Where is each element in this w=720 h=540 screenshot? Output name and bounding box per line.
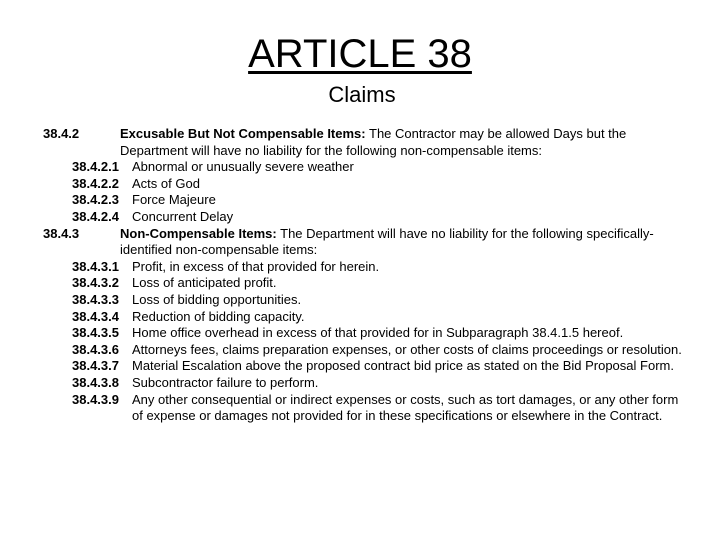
item-text: Concurrent Delay (132, 208, 234, 224)
item-number: 38.4.3.4 (72, 308, 119, 324)
list-item (0, 392, 720, 425)
item-number: 38.4.2.1 (72, 159, 119, 175)
list-item (0, 275, 720, 292)
item-number: 38.4.3.1 (72, 258, 119, 274)
item-text: Any other consequential or indirect expenses or costs, such as tort damages, or any other form of expense or damages not provided for in these specifications or elsewhere in the Contract. (132, 391, 679, 424)
section-text: The Department will have no liability for the following specifically-identified non-compensable items: (120, 225, 654, 258)
list-item (0, 309, 720, 326)
item-text: Material Escalation above the proposed contract bid price as stated on the Bid Proposal Form. (132, 358, 674, 374)
item-number: 38.4.2.4 (72, 208, 119, 224)
list-item (0, 192, 720, 209)
item-number: 38.4.3.6 (72, 341, 119, 357)
section-38-4-3 (0, 226, 720, 259)
item-number: 38.4.3.5 (72, 325, 119, 341)
page-title: ARTICLE 38 (248, 32, 472, 76)
list-item (0, 159, 720, 176)
item-number: 38.4.3.7 (72, 358, 119, 374)
page-subtitle: Claims (328, 82, 396, 107)
list-item (0, 176, 720, 193)
list-item (0, 209, 720, 226)
item-text: Force Majeure (132, 192, 216, 208)
section-heading: Non-Compensable Items: (120, 225, 277, 241)
item-number: 38.4.2.3 (72, 192, 119, 208)
section-heading: Excusable But Not Compensable Items: (120, 126, 366, 141)
section-number: 38.4.3 (43, 225, 80, 241)
item-text: Attorneys fees, claims preparation expenses, or other costs of claims proceedings or resolution. (132, 341, 682, 357)
list-item (0, 325, 720, 342)
item-number: 38.4.3.2 (72, 275, 119, 291)
section-number: 38.4.2 (43, 126, 80, 141)
item-text: Home office overhead in excess of that provided for in Subparagraph 38.4.1.5 hereof. (132, 325, 624, 341)
list-item (0, 342, 720, 359)
item-text: Subcontractor failure to perform. (132, 374, 319, 390)
item-text: Reduction of bidding capacity. (132, 308, 305, 324)
item-text: Acts of God (132, 175, 200, 191)
document-body (0, 126, 720, 425)
section-text: The Contractor may be allowed Days but the Department will have no liability for the following non-compensable items: (120, 126, 627, 158)
list-item (0, 375, 720, 392)
section-paragraph (120, 226, 680, 259)
section-38-4-2 (0, 126, 720, 159)
item-number: 38.4.3.8 (72, 374, 119, 390)
list-item (0, 259, 720, 276)
item-number: 38.4.3.3 (72, 291, 119, 307)
item-text: Profit, in excess of that provided for herein. (132, 258, 380, 274)
item-number: 38.4.3.9 (72, 391, 119, 407)
list-item (0, 358, 720, 375)
item-text: Loss of bidding opportunities. (132, 291, 302, 307)
item-number: 38.4.2.2 (72, 175, 119, 191)
list-item (0, 292, 720, 309)
item-text: Abnormal or unusually severe weather (132, 159, 354, 175)
section-paragraph (120, 126, 680, 159)
item-text: Loss of anticipated profit. (132, 275, 277, 291)
